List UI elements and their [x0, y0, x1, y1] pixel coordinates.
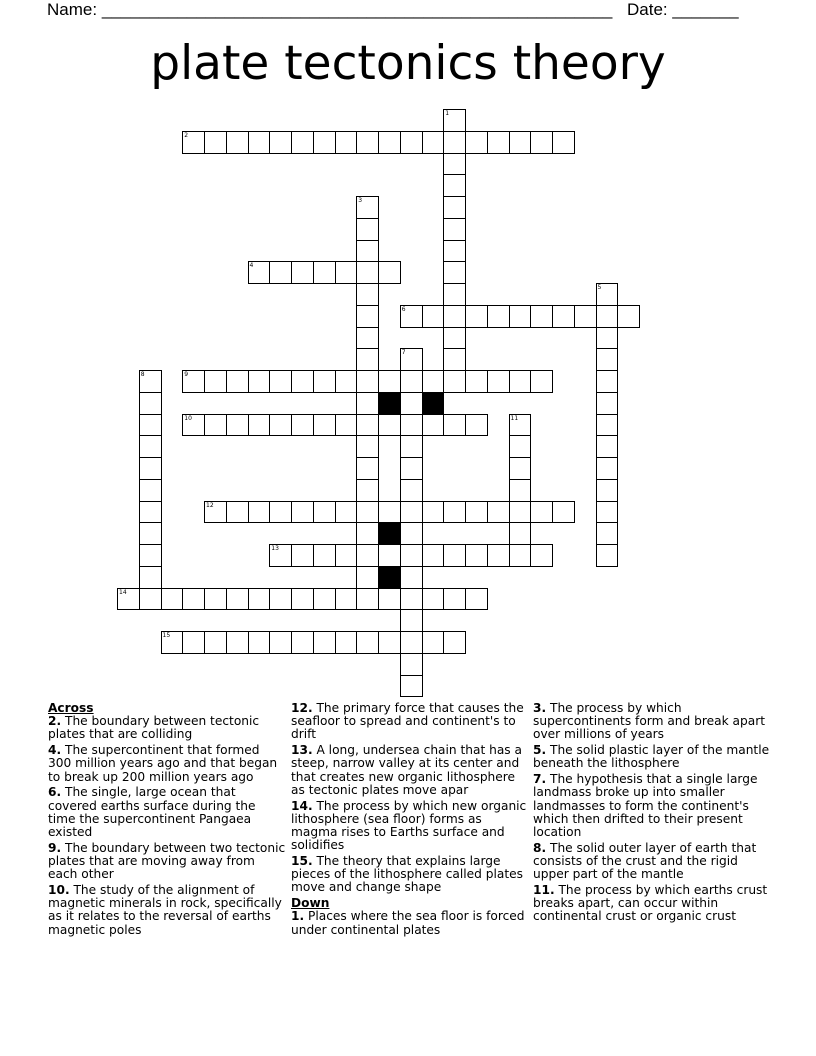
grid-cell[interactable]	[465, 501, 488, 524]
grid-cell[interactable]	[139, 522, 162, 545]
down-heading: Down	[291, 896, 330, 911]
grid-cell[interactable]	[443, 261, 466, 284]
grid-cell[interactable]	[378, 544, 401, 567]
grid-cell[interactable]	[356, 261, 379, 284]
grid-cell[interactable]	[552, 501, 575, 524]
clue-text: The boundary between tectonic plates that are colliding	[48, 714, 260, 742]
grid-cell[interactable]	[182, 370, 205, 393]
clue-num: 9.	[48, 840, 62, 855]
clue-num: 6.	[48, 785, 62, 800]
grid-cell[interactable]	[487, 544, 510, 567]
grid-cell[interactable]	[356, 588, 379, 611]
grid-cell[interactable]	[596, 305, 619, 328]
grid-cell[interactable]	[335, 588, 358, 611]
grid-cell[interactable]	[443, 414, 466, 437]
grid-cell[interactable]	[335, 631, 358, 654]
clue-number: 5	[597, 284, 602, 291]
grid-cell[interactable]	[226, 414, 249, 437]
clue-item	[291, 800, 527, 853]
grid-cell[interactable]	[400, 675, 423, 698]
grid-block	[378, 566, 401, 589]
grid-cell[interactable]	[182, 414, 205, 437]
grid-cell[interactable]	[552, 305, 575, 328]
grid-block	[378, 392, 401, 415]
grid-cell[interactable]	[335, 544, 358, 567]
grid-cell[interactable]	[356, 283, 379, 306]
grid-cell[interactable]	[596, 435, 619, 458]
grid-cell[interactable]	[443, 370, 466, 393]
grid-cell[interactable]	[400, 435, 423, 458]
grid-cell[interactable]	[596, 479, 619, 502]
grid-cell[interactable]	[335, 501, 358, 524]
clue-num: 8.	[533, 840, 547, 855]
grid-cell[interactable]	[509, 501, 532, 524]
grid-cell[interactable]	[313, 544, 336, 567]
name-label: Name:	[47, 0, 98, 19]
clue-number: 2	[184, 131, 189, 139]
grid-cell[interactable]	[509, 457, 532, 480]
grid-cell[interactable]	[226, 588, 249, 611]
grid-cell[interactable]	[356, 631, 379, 654]
clue-num: 5.	[533, 743, 547, 758]
clue-num: 4.	[48, 743, 62, 758]
grid-cell[interactable]	[378, 501, 401, 524]
grid-cell[interactable]	[269, 631, 292, 654]
grid-cell[interactable]	[443, 240, 466, 263]
grid-cell[interactable]	[509, 479, 532, 502]
grid-cell[interactable]	[596, 348, 619, 371]
grid-cell[interactable]	[400, 501, 423, 524]
grid-cell[interactable]	[378, 588, 401, 611]
grid-cell[interactable]	[443, 218, 466, 241]
grid-cell[interactable]	[530, 305, 553, 328]
grid-cell[interactable]	[400, 457, 423, 480]
grid-cell[interactable]	[291, 370, 314, 393]
grid-cell[interactable]	[161, 631, 184, 654]
clues-column-1	[48, 702, 286, 939]
grid-cell[interactable]	[356, 392, 379, 415]
grid-cell[interactable]	[226, 131, 249, 154]
grid-cell[interactable]	[291, 131, 314, 154]
clue-text: The process by which earths crust breaks apart, can occur within continental crust or organic crust	[533, 883, 768, 924]
grid-cell[interactable]	[443, 196, 466, 219]
grid-cell[interactable]	[313, 370, 336, 393]
grid-cell[interactable]	[356, 522, 379, 545]
grid-cell[interactable]	[291, 544, 314, 567]
clue-text: The single, large ocean that covered earths surface during the time the supercontinent Pangaea existed	[48, 785, 256, 840]
grid-cell[interactable]	[596, 392, 619, 415]
grid-cell[interactable]	[139, 544, 162, 567]
grid-cell[interactable]	[204, 414, 227, 437]
grid-cell[interactable]	[596, 522, 619, 545]
grid-cell[interactable]	[530, 131, 553, 154]
grid-cell[interactable]	[400, 566, 423, 589]
grid-cell[interactable]	[226, 370, 249, 393]
across-heading: Across	[48, 701, 94, 715]
clue-item	[48, 786, 286, 839]
grid-cell[interactable]	[248, 588, 271, 611]
date-label: Date:	[627, 0, 668, 19]
grid-cell[interactable]	[204, 370, 227, 393]
grid-cell[interactable]	[443, 631, 466, 654]
grid-cell[interactable]	[356, 327, 379, 350]
grid-cell[interactable]	[204, 631, 227, 654]
grid-cell[interactable]	[422, 414, 445, 437]
grid-cell[interactable]	[356, 240, 379, 263]
grid-cell[interactable]	[509, 414, 532, 437]
grid-block	[422, 392, 445, 415]
clue-number: 12	[206, 501, 214, 509]
grid-cell[interactable]	[139, 566, 162, 589]
grid-cell[interactable]	[422, 588, 445, 611]
clue-num: 3.	[533, 701, 547, 715]
clue-item	[533, 884, 773, 924]
clue-number: 7	[401, 349, 406, 357]
grid-cell[interactable]	[248, 631, 271, 654]
clue-number: 4	[249, 262, 254, 270]
clue-num: 13.	[291, 743, 313, 758]
grid-cell[interactable]	[269, 131, 292, 154]
clue-number: 10	[184, 414, 192, 422]
grid-cell[interactable]	[443, 501, 466, 524]
grid-cell[interactable]	[356, 501, 379, 524]
grid-cell[interactable]	[356, 414, 379, 437]
grid-cell[interactable]	[356, 305, 379, 328]
grid-cell[interactable]	[356, 131, 379, 154]
grid-cell[interactable]	[356, 544, 379, 567]
grid-block	[378, 522, 401, 545]
grid-cell[interactable]	[443, 544, 466, 567]
grid-cell[interactable]	[313, 131, 336, 154]
grid-cell[interactable]	[443, 588, 466, 611]
clue-text: The hypothesis that a single large landmass broke up into smaller landmasses to form the continent's which then drifted to their present location	[533, 772, 758, 840]
grid-cell[interactable]	[291, 501, 314, 524]
grid-cell[interactable]	[509, 305, 532, 328]
clue-text: The solid outer layer of earth that consists of the crust and the rigid upper part of the mantle	[533, 840, 757, 882]
clue-num: 15.	[291, 854, 313, 869]
grid-cell[interactable]	[400, 392, 423, 415]
clues-column-3	[533, 702, 773, 926]
clue-number: 6	[401, 305, 406, 313]
grid-cell[interactable]	[313, 414, 336, 437]
clue-item	[533, 744, 773, 770]
grid-cell[interactable]	[204, 131, 227, 154]
grid-cell[interactable]	[204, 501, 227, 524]
grid-cell[interactable]	[487, 131, 510, 154]
grid-cell[interactable]	[248, 501, 271, 524]
grid-cell[interactable]	[400, 522, 423, 545]
clue-item	[48, 744, 286, 784]
grid-cell[interactable]	[443, 305, 466, 328]
grid-cell[interactable]	[378, 261, 401, 284]
grid-cell[interactable]	[226, 501, 249, 524]
grid-cell[interactable]	[356, 566, 379, 589]
grid-cell[interactable]	[139, 414, 162, 437]
grid-cell[interactable]	[400, 305, 423, 328]
grid-cell[interactable]	[400, 544, 423, 567]
grid-cell[interactable]	[465, 414, 488, 437]
grid-cell[interactable]	[291, 261, 314, 284]
grid-cell[interactable]	[139, 370, 162, 393]
grid-cell[interactable]	[443, 348, 466, 371]
grid-cell[interactable]	[443, 109, 466, 132]
clue-num: 1.	[291, 909, 305, 924]
page-title: plate tectonics theory	[150, 36, 666, 91]
grid-cell[interactable]	[182, 588, 205, 611]
clue-number: 14	[119, 588, 127, 596]
grid-cell[interactable]	[248, 414, 271, 437]
grid-cell[interactable]	[400, 588, 423, 611]
grid-cell[interactable]	[378, 631, 401, 654]
grid-cell[interactable]	[313, 501, 336, 524]
clue-text: A long, undersea chain that has a steep, narrow valley at its center and that creates new organic lithosphere as tectonic plates move apar	[291, 743, 523, 797]
grid-cell[interactable]	[269, 370, 292, 393]
grid-cell[interactable]	[596, 327, 619, 350]
grid-cell[interactable]	[182, 631, 205, 654]
clue-text: The primary force that causes the seafloor to spread and continent's to drift	[291, 701, 524, 742]
clue-item	[48, 884, 286, 937]
grid-cell[interactable]	[530, 370, 553, 393]
grid-cell[interactable]	[248, 131, 271, 154]
clue-item	[533, 702, 773, 742]
grid-cell[interactable]	[269, 544, 292, 567]
grid-cell[interactable]	[335, 414, 358, 437]
grid-cell[interactable]	[400, 631, 423, 654]
grid-cell[interactable]	[465, 544, 488, 567]
clue-num: 12.	[291, 701, 313, 715]
grid-cell[interactable]	[226, 631, 249, 654]
grid-cell[interactable]	[139, 588, 162, 611]
grid-cell[interactable]	[400, 479, 423, 502]
clue-item	[291, 702, 527, 742]
grid-cell[interactable]	[356, 435, 379, 458]
grid-cell[interactable]	[509, 522, 532, 545]
grid-cell[interactable]	[422, 544, 445, 567]
grid-cell[interactable]	[422, 501, 445, 524]
clue-num: 14.	[291, 798, 313, 813]
grid-cell[interactable]	[596, 283, 619, 306]
grid-cell[interactable]	[596, 414, 619, 437]
grid-cell[interactable]	[443, 174, 466, 197]
grid-cell[interactable]	[378, 370, 401, 393]
grid-cell[interactable]	[335, 131, 358, 154]
grid-cell[interactable]	[378, 131, 401, 154]
grid-cell[interactable]	[139, 479, 162, 502]
clue-item	[533, 773, 773, 839]
grid-cell[interactable]	[509, 435, 532, 458]
grid-cell[interactable]	[182, 131, 205, 154]
grid-cell[interactable]	[356, 370, 379, 393]
grid-cell[interactable]	[117, 588, 140, 611]
grid-cell[interactable]	[465, 131, 488, 154]
grid-cell[interactable]	[487, 501, 510, 524]
grid-cell[interactable]	[269, 588, 292, 611]
clue-number: 15	[162, 632, 171, 639]
grid-cell[interactable]	[248, 370, 271, 393]
grid-cell[interactable]	[139, 501, 162, 524]
grid-cell[interactable]	[400, 370, 423, 393]
name-line: ______________________________________________________	[101, 0, 613, 19]
grid-cell[interactable]	[356, 218, 379, 241]
grid-cell[interactable]	[356, 348, 379, 371]
clue-text: The process by which supercontinents form and break apart over millions of years	[533, 701, 765, 742]
clue-number: 9	[184, 371, 189, 378]
grid-cell[interactable]	[465, 588, 488, 611]
grid-cell[interactable]	[596, 457, 619, 480]
grid-cell[interactable]	[465, 370, 488, 393]
grid-cell[interactable]	[530, 501, 553, 524]
grid-cell[interactable]	[356, 457, 379, 480]
grid-cell[interactable]	[291, 414, 314, 437]
grid-cell[interactable]	[443, 283, 466, 306]
grid-cell[interactable]	[509, 131, 532, 154]
clue-num: 7.	[533, 772, 547, 787]
grid-cell[interactable]	[400, 609, 423, 632]
grid-cell[interactable]	[596, 501, 619, 524]
clue-text: The study of the alignment of magnetic minerals in rock, specifically as it relates to the reversal of earths magnetic poles	[48, 883, 282, 937]
clue-item	[291, 910, 527, 936]
grid-cell[interactable]	[313, 631, 336, 654]
grid-cell[interactable]	[487, 370, 510, 393]
grid-cell[interactable]	[269, 501, 292, 524]
grid-cell[interactable]	[139, 457, 162, 480]
clue-item	[291, 744, 527, 797]
grid-cell[interactable]	[422, 370, 445, 393]
grid-cell[interactable]	[356, 196, 379, 219]
grid-cell[interactable]	[596, 370, 619, 393]
grid-cell[interactable]	[269, 261, 292, 284]
grid-cell[interactable]	[422, 131, 445, 154]
grid-cell[interactable]	[291, 631, 314, 654]
grid-cell[interactable]	[313, 588, 336, 611]
grid-cell[interactable]	[487, 305, 510, 328]
clue-text: The supercontinent that formed 300 million years ago and that began to break up 200 million years ago	[48, 743, 278, 784]
clue-item	[48, 842, 286, 882]
grid-cell[interactable]	[400, 414, 423, 437]
grid-cell[interactable]	[422, 631, 445, 654]
clue-num: 2.	[48, 714, 62, 729]
grid-cell[interactable]	[443, 153, 466, 176]
grid-cell[interactable]	[335, 261, 358, 284]
grid-cell[interactable]	[269, 414, 292, 437]
clue-text: The boundary between two tectonic plates that are moving away from each other	[48, 840, 286, 882]
clue-text: The process by which new organic lithosphere (sea floor) forms as magma rises to Earths surface and solidifies	[291, 798, 527, 853]
clue-item	[533, 842, 773, 882]
clue-text: The theory that explains large pieces of the lithosphere called plates move and change shape	[291, 854, 523, 895]
grid-cell[interactable]	[509, 370, 532, 393]
grid-cell[interactable]	[335, 370, 358, 393]
clue-number: 1	[445, 110, 450, 117]
grid-cell[interactable]	[530, 544, 553, 567]
grid-cell[interactable]	[596, 544, 619, 567]
grid-cell[interactable]	[378, 414, 401, 437]
grid-cell[interactable]	[400, 131, 423, 154]
grid-cell[interactable]	[139, 392, 162, 415]
grid-cell[interactable]	[356, 479, 379, 502]
clue-item	[48, 715, 286, 741]
clue-number: 11	[510, 414, 519, 422]
clues-column-2	[291, 702, 527, 939]
grid-cell[interactable]	[617, 305, 640, 328]
grid-cell[interactable]	[509, 544, 532, 567]
clue-item	[291, 855, 527, 895]
clue-text: Places where the sea floor is forced under continental plates	[291, 909, 525, 937]
clue-text: The solid plastic layer of the mantle beneath the lithosphere	[533, 743, 770, 771]
date-line: _______	[672, 0, 739, 19]
clue-num: 11.	[533, 883, 555, 898]
grid-cell[interactable]	[400, 653, 423, 676]
grid-cell[interactable]	[291, 588, 314, 611]
clue-number: 8	[140, 371, 145, 378]
clue-number: 3	[358, 197, 363, 204]
grid-cell[interactable]	[248, 261, 271, 284]
grid-cell[interactable]	[552, 131, 575, 154]
grid-cell[interactable]	[443, 327, 466, 350]
grid-cell[interactable]	[574, 305, 597, 328]
grid-cell[interactable]	[139, 435, 162, 458]
grid-cell[interactable]	[422, 305, 445, 328]
clue-number: 13	[271, 545, 279, 552]
grid-cell[interactable]	[313, 261, 336, 284]
grid-cell[interactable]	[204, 588, 227, 611]
grid-cell[interactable]	[161, 588, 184, 611]
grid-cell[interactable]	[400, 348, 423, 371]
clue-num: 10.	[48, 883, 70, 898]
grid-cell[interactable]	[443, 131, 466, 154]
grid-cell[interactable]	[465, 305, 488, 328]
